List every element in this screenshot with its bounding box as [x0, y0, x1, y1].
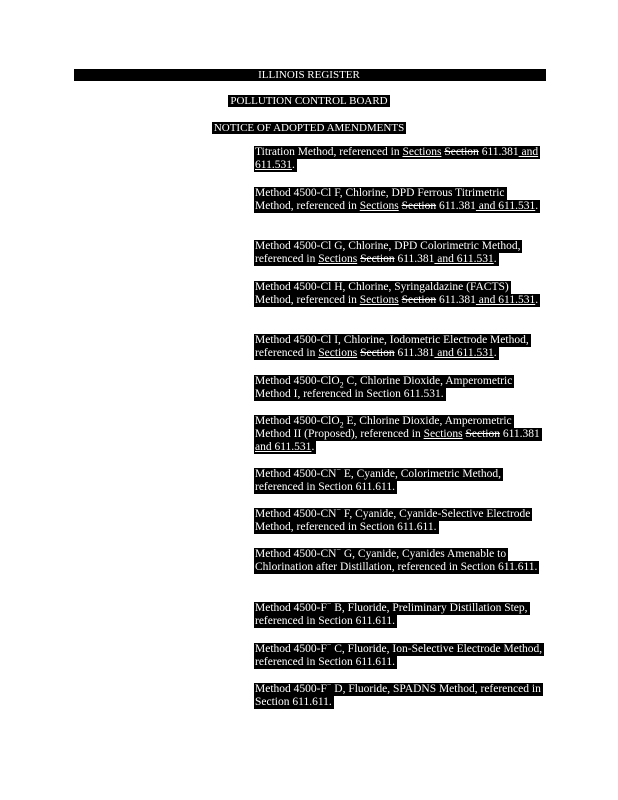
- method-paragraph: Method 4500-Cl F, Chlorine, DPD Ferrous Titrimetric Method, referenced in Sections Section 611.381 and 611.531.: [255, 187, 539, 212]
- method-paragraph: Method 4500-F− D, Fluoride, SPADNS Method, referenced in Section 611.611.: [255, 680, 541, 708]
- method-paragraph: Method 4500-CN− G, Cyanide, Cyanides Amenable to Chlorination after Distillation, referenced in Section 611.611.: [255, 545, 538, 573]
- method-paragraph: Method 4500-ClO$_2$ E, Chlorine Dioxide, Amperometric Method II (Proposed), referenced in Sections Section 611.381 and 611.531.: [255, 415, 540, 453]
- method-paragraph: Titration Method, referenced in Sections Section 611.381 and 611.531.: [255, 146, 539, 171]
- method-paragraph: Method 4500-Cl I, Chlorine, Iodometric Electrode Method, referenced in Sections Section 611.381 and 611.531.: [255, 334, 529, 359]
- method-paragraph: Method 4500-Cl G, Chlorine, DPD Colorimetric Method, referenced in Sections Section 611.381 and 611.531.: [255, 240, 521, 265]
- method-paragraph: Method 4500-CN− F, Cyanide, Cyanide-Selective Electrode Method, referenced in Section 611.611.: [255, 505, 531, 533]
- method-paragraph: Method 4500-CN− E, Cyanide, Colorimetric Method, referenced in Section 611.611.: [255, 465, 501, 493]
- board-title: POLLUTION CONTROL BOARD: [230, 95, 388, 107]
- register-title: ILLINOIS REGISTER: [258, 69, 360, 81]
- method-paragraph: Method 4500-Cl H, Chlorine, Syringaldazine (FACTS) Method, referenced in Sections Section 611.381 and 611.531.: [255, 281, 539, 306]
- method-paragraph: Method 4500-ClO$_2$ C, Chlorine Dioxide, Amperometric Method I, referenced in Section 611.531.: [255, 375, 513, 400]
- method-paragraph: Method 4500-F− C, Fluoride, Ion-Selective Electrode Method, referenced in Section 611.611.: [255, 640, 543, 668]
- notice-title: NOTICE OF ADOPTED AMENDMENTS: [213, 122, 405, 134]
- method-paragraph: Method 4500-F− B, Fluoride, Preliminary Distillation Step, referenced in Section 611.611.: [255, 599, 528, 627]
